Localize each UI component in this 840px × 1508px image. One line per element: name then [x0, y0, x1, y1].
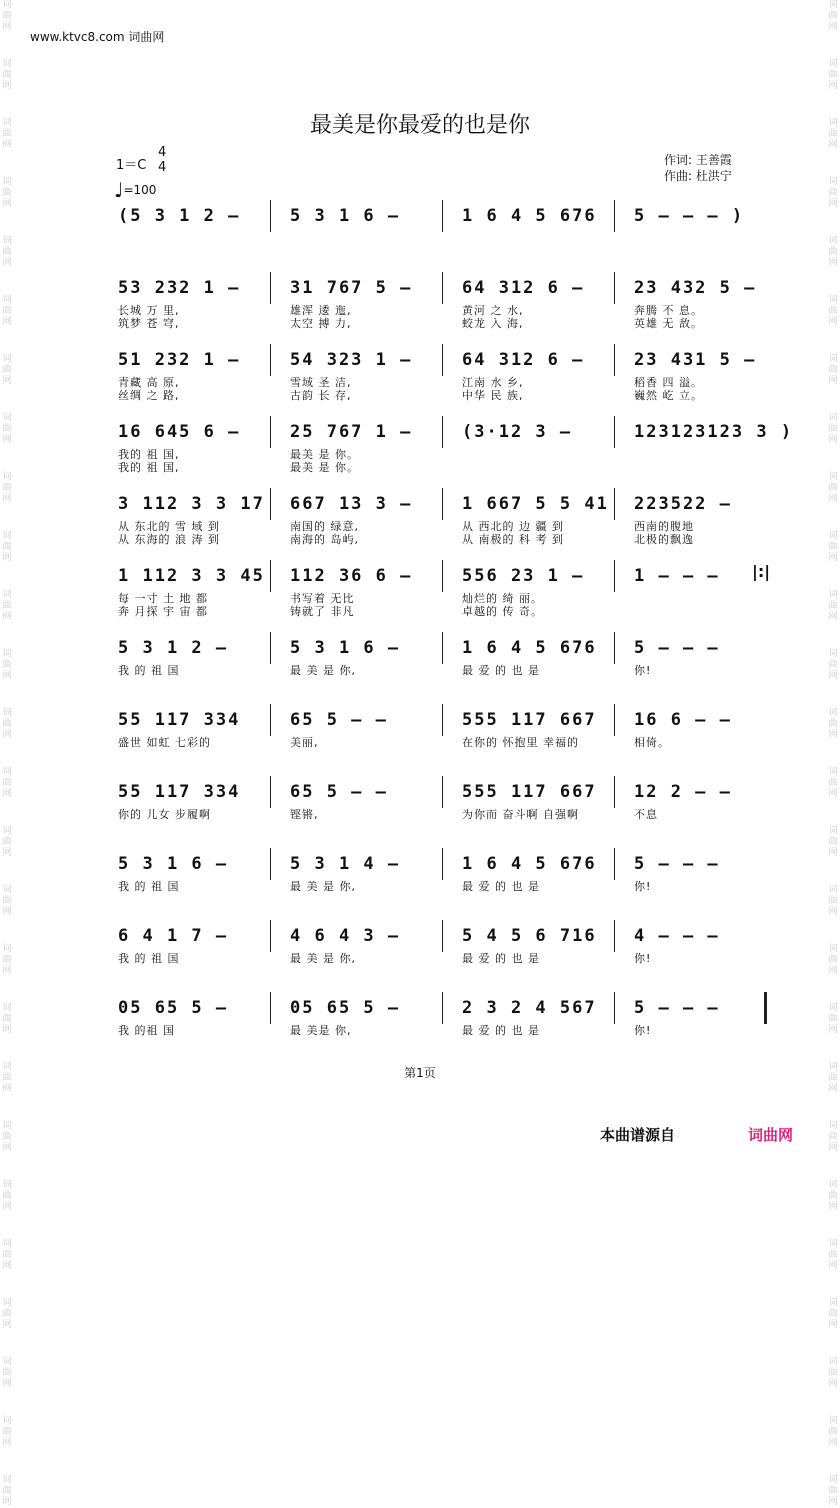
watermark-text: 词曲网 — [2, 767, 12, 799]
measure — [280, 704, 440, 764]
measure-notes: 64 312 6 – — [462, 278, 585, 298]
lyric-verse-1: 你! — [634, 1024, 652, 1037]
watermark-text: 词曲网 — [2, 1416, 12, 1448]
measure — [108, 200, 268, 260]
barline — [270, 416, 271, 448]
measure — [624, 560, 784, 620]
lyric-verse-2: 北极的飘逸 — [634, 533, 694, 546]
measure — [280, 776, 440, 836]
lyric-verse-1: 最 爱 的 也 是 — [462, 1024, 540, 1037]
watermark-text: 词曲网 — [828, 708, 838, 740]
measure — [452, 488, 612, 548]
watermark-text: 词曲网 — [2, 1003, 12, 1035]
measure — [624, 920, 784, 980]
lyric-verse-1: 南国的 绿意, — [290, 520, 359, 533]
lyric-verse-2: 奔 月探 宇 宙 都 — [118, 605, 208, 618]
watermark-text: 词曲网 — [2, 0, 12, 32]
lyric-verse-1: 盛世 如虹 七彩的 — [118, 736, 211, 749]
measure — [452, 704, 612, 764]
lyric-verse-1: 青藏 高 原, — [118, 376, 180, 389]
lyric-verse-1: 雄浑 逶 迤, — [290, 304, 352, 317]
measure-notes: 112 36 6 – — [290, 566, 413, 586]
lyric-verse-1: 书写着 无比 — [290, 592, 355, 605]
watermark-text: 词曲网 — [828, 1180, 838, 1212]
lyric-verse-1: 我 的 祖 国 — [118, 880, 180, 893]
watermark-text: 词曲网 — [828, 1062, 838, 1094]
lyric-verse-2: 中华 民 族, — [462, 389, 524, 402]
watermark-text: 词曲网 — [828, 472, 838, 504]
watermark-text: 词曲网 — [2, 1062, 12, 1094]
measure-notes: 51 232 1 – — [118, 350, 241, 370]
lyric-verse-1: 最 爱 的 也 是 — [462, 880, 540, 893]
measure-notes: 5 3 1 4 – — [290, 854, 401, 874]
watermark-text: 词曲网 — [2, 826, 12, 858]
barline — [614, 560, 615, 592]
lyric-verse-2: 铸就了 非凡 — [290, 605, 355, 618]
measure — [280, 272, 440, 332]
measure-notes: 223522 – — [634, 494, 732, 514]
watermark-text: 词曲网 — [2, 708, 12, 740]
tempo-marking — [114, 178, 156, 202]
measure-notes: 555 117 667 — [462, 710, 597, 730]
measure-notes: 5 3 1 2 – — [118, 638, 229, 658]
lyric-verse-2: 蛟龙 入 海, — [462, 317, 524, 330]
watermark-text: 词曲网 — [828, 944, 838, 976]
measure-notes: 556 23 1 – — [462, 566, 585, 586]
watermark-text: 词曲网 — [828, 767, 838, 799]
lyric-verse-1: 雪域 圣 洁, — [290, 376, 352, 389]
measure — [108, 560, 268, 620]
watermark-text: 词曲网 — [2, 59, 12, 91]
lyric-verse-1: 不息 — [634, 808, 658, 821]
measure-notes: 12 2 – – — [634, 782, 732, 802]
measure-notes: 555 117 667 — [462, 782, 597, 802]
measure-notes: 5 3 1 6 – — [118, 854, 229, 874]
measure-notes: 5 4 5 6 716 — [462, 926, 597, 946]
barline — [270, 344, 271, 376]
lyric-verse-1: 最 美 是 你, — [290, 664, 356, 677]
repeat-sign-icon: |:| — [752, 562, 771, 581]
barline — [614, 200, 615, 232]
barline — [614, 344, 615, 376]
lyricist: 作词: 王善霞 — [664, 153, 732, 167]
measure — [108, 992, 268, 1052]
lyric-verse-1: 江南 水 乡, — [462, 376, 524, 389]
barline — [442, 200, 443, 232]
watermark-text: 词曲网 — [2, 472, 12, 504]
watermark-text: 词曲网 — [2, 295, 12, 327]
watermark-text: 词曲网 — [828, 59, 838, 91]
lyric-verse-1: 我的 祖 国, — [118, 448, 180, 461]
lyric-verse-2: 南海的 岛屿, — [290, 533, 359, 546]
lyric-verse-2: 英雄 无 敌。 — [634, 317, 703, 330]
barline — [270, 920, 271, 952]
barline — [442, 416, 443, 448]
watermark-text: 词曲网 — [828, 118, 838, 150]
barline — [270, 560, 271, 592]
lyric-verse-1: 从 西北的 边 疆 到 — [462, 520, 564, 533]
measure-notes: 1 6 4 5 676 — [462, 854, 597, 874]
watermark-text: 词曲网 — [828, 295, 838, 327]
lyric-verse-1: 最 爱 的 也 是 — [462, 952, 540, 965]
barline — [270, 272, 271, 304]
lyric-verse-1: 你! — [634, 880, 652, 893]
measure — [280, 344, 440, 404]
site-header: www.ktvc8.com 词曲网 — [30, 30, 165, 44]
watermark-text: 词曲网 — [2, 177, 12, 209]
barline — [614, 632, 615, 664]
measure — [108, 920, 268, 980]
lyric-verse-1: 你的 儿女 步履啊 — [118, 808, 211, 821]
measure-notes: 3 112 3 3 17 — [118, 494, 265, 514]
measure-notes: 1 667 5 5 41 — [462, 494, 609, 514]
measure — [452, 848, 612, 908]
time-signature — [158, 145, 166, 175]
lyric-verse-1: 奔腾 不 息。 — [634, 304, 703, 317]
measure — [624, 704, 784, 764]
lyric-verse-2: 从 东海的 浪 涛 到 — [118, 533, 220, 546]
measure-notes: 5 – – – — [634, 854, 720, 874]
measure-notes: 05 65 5 – — [290, 998, 401, 1018]
lyric-verse-1: 从 东北的 雪 域 到 — [118, 520, 220, 533]
measure — [624, 272, 784, 332]
barline — [442, 848, 443, 880]
watermark-text: 词曲网 — [2, 1298, 12, 1330]
watermark-right — [826, 0, 840, 1507]
lyric-verse-2: 筑梦 苍 穹, — [118, 317, 180, 330]
measure-notes: (5 3 1 2 – — [118, 206, 241, 226]
watermark-text: 词曲网 — [2, 236, 12, 268]
measure — [452, 776, 612, 836]
watermark-text: 词曲网 — [2, 885, 12, 917]
watermark-text: 词曲网 — [828, 649, 838, 681]
measure — [108, 632, 268, 692]
lyric-verse-1: 为你而 奋斗啊 自强啊 — [462, 808, 579, 821]
watermark-text: 词曲网 — [2, 531, 12, 563]
quarter-note-icon: ♩ — [114, 178, 124, 202]
measure — [108, 272, 268, 332]
page-number: 第1页 — [404, 1066, 436, 1080]
lyric-verse-1: 长城 万 里, — [118, 304, 180, 317]
measure-notes: 53 232 1 – — [118, 278, 241, 298]
barline — [442, 776, 443, 808]
measure-notes: 23 432 5 – — [634, 278, 757, 298]
measure-notes: 65 5 – – — [290, 710, 388, 730]
watermark-text: 词曲网 — [2, 649, 12, 681]
measure — [452, 200, 612, 260]
barline — [270, 488, 271, 520]
watermark-text: 词曲网 — [828, 1298, 838, 1330]
watermark-text: 词曲网 — [828, 1475, 838, 1507]
measure-notes: 5 3 1 6 – — [290, 638, 401, 658]
composer: 作曲: 杜洪宁 — [664, 169, 732, 183]
barline — [270, 776, 271, 808]
measure-notes: 667 13 3 – — [290, 494, 413, 514]
lyric-verse-2: 太空 搏 力, — [290, 317, 352, 330]
measure — [624, 776, 784, 836]
lyric-verse-1: 铿锵, — [290, 808, 319, 821]
measure-notes: 05 65 5 – — [118, 998, 229, 1018]
measure-notes: 16 6 – – — [634, 710, 732, 730]
measure-notes: (3·12 3 – — [462, 422, 573, 442]
barline — [614, 776, 615, 808]
measure — [280, 920, 440, 980]
measure-notes: 1 – – – — [634, 566, 720, 586]
watermark-text: 词曲网 — [828, 1416, 838, 1448]
credits — [664, 152, 732, 184]
lyric-verse-1: 在你的 怀抱里 幸福的 — [462, 736, 579, 749]
lyric-verse-1: 我 的 祖 国 — [118, 952, 180, 965]
barline — [442, 632, 443, 664]
barline — [270, 704, 271, 736]
watermark-text: 词曲网 — [2, 590, 12, 622]
measure-notes: 55 117 334 — [118, 782, 241, 802]
measure — [452, 560, 612, 620]
measure — [624, 632, 784, 692]
measure — [108, 416, 268, 476]
measure — [624, 488, 784, 548]
watermark-text: 词曲网 — [2, 944, 12, 976]
measure-notes: 5 – – – — [634, 638, 720, 658]
barline — [614, 920, 615, 952]
watermark-text: 词曲网 — [2, 1357, 12, 1389]
watermark-text: 词曲网 — [828, 354, 838, 386]
barline — [614, 704, 615, 736]
measure-notes: 16 645 6 – — [118, 422, 241, 442]
measure — [280, 416, 440, 476]
brand-label: 词曲网 — [748, 1126, 794, 1144]
measure — [280, 848, 440, 908]
lyric-verse-1: 我 的祖 国 — [118, 1024, 175, 1037]
lyric-verse-1: 你! — [634, 952, 652, 965]
measure — [108, 344, 268, 404]
barline — [442, 920, 443, 952]
measure — [624, 200, 784, 260]
lyric-verse-1: 西南的腹地 — [634, 520, 694, 533]
barline — [442, 992, 443, 1024]
lyric-verse-1: 灿烂的 绮 丽。 — [462, 592, 543, 605]
measure-notes: 123123123 3 ) — [634, 422, 794, 442]
source-label: 本曲谱源自 — [600, 1126, 676, 1144]
watermark-text: 词曲网 — [828, 177, 838, 209]
lyric-verse-2: 古韵 长 存, — [290, 389, 352, 402]
lyric-verse-2: 巍然 屹 立。 — [634, 389, 703, 402]
measure-notes: 55 117 334 — [118, 710, 241, 730]
time-signature-top: 4 — [158, 145, 167, 160]
measure — [280, 200, 440, 260]
measure — [108, 848, 268, 908]
barline — [270, 992, 271, 1024]
measure — [280, 992, 440, 1052]
measure — [280, 632, 440, 692]
measure — [452, 416, 612, 476]
lyric-verse-1: 最美 是 你。 — [290, 448, 359, 461]
watermark-text: 词曲网 — [2, 413, 12, 445]
time-signature-bottom: 4 — [158, 160, 167, 175]
measure-notes: 64 312 6 – — [462, 350, 585, 370]
lyric-verse-2: 卓越的 传 奇。 — [462, 605, 543, 618]
measure — [108, 488, 268, 548]
measure — [624, 992, 784, 1052]
measure — [452, 272, 612, 332]
watermark-text: 词曲网 — [828, 1357, 838, 1389]
watermark-text: 词曲网 — [828, 531, 838, 563]
barline — [442, 272, 443, 304]
measure — [624, 416, 794, 476]
barline — [442, 488, 443, 520]
barline — [270, 200, 271, 232]
lyric-verse-2: 我的 祖 国, — [118, 461, 180, 474]
watermark-text: 词曲网 — [828, 236, 838, 268]
watermark-text: 词曲网 — [828, 885, 838, 917]
measure — [624, 344, 784, 404]
measure — [108, 704, 268, 764]
watermark-text: 词曲网 — [828, 826, 838, 858]
barline — [614, 416, 615, 448]
measure — [280, 560, 440, 620]
watermark-left — [0, 0, 14, 1507]
lyric-verse-1: 最 美 是 你, — [290, 880, 356, 893]
watermark-text: 词曲网 — [828, 1121, 838, 1153]
measure-notes: 65 5 – – — [290, 782, 388, 802]
measure-notes: 2 3 2 4 567 — [462, 998, 597, 1018]
watermark-text: 词曲网 — [828, 1239, 838, 1271]
lyric-verse-1: 你! — [634, 664, 652, 677]
measure-notes: 1 112 3 3 45 — [118, 566, 265, 586]
lyric-verse-2: 最美 是 你。 — [290, 461, 359, 474]
tempo-value: =100 — [123, 183, 157, 197]
barline — [442, 344, 443, 376]
measure-notes: 31 767 5 – — [290, 278, 413, 298]
measure-notes: 25 767 1 – — [290, 422, 413, 442]
measure-notes: 6 4 1 7 – — [118, 926, 229, 946]
watermark-text: 词曲网 — [2, 1239, 12, 1271]
measure — [452, 344, 612, 404]
measure-notes: 1 6 4 5 676 — [462, 206, 597, 226]
song-title: 最美是你最爱的也是你 — [309, 113, 530, 138]
barline — [442, 704, 443, 736]
watermark-text: 词曲网 — [828, 1003, 838, 1035]
watermark-text: 词曲网 — [2, 118, 12, 150]
watermark-text: 词曲网 — [828, 590, 838, 622]
measure — [108, 776, 268, 836]
measure — [280, 488, 440, 548]
measure — [452, 920, 612, 980]
measure-notes: 5 – – – — [634, 998, 720, 1018]
lyric-verse-1: 稻香 四 溢。 — [634, 376, 703, 389]
barline — [614, 488, 615, 520]
measure — [452, 632, 612, 692]
measure-notes: 5 – – – ) — [634, 206, 745, 226]
measure-notes: 4 – – – — [634, 926, 720, 946]
barline — [270, 848, 271, 880]
key-signature: 1＝C — [116, 158, 147, 173]
measure-notes: 5 3 1 6 – — [290, 206, 401, 226]
barline — [614, 272, 615, 304]
lyric-verse-1: 每 一寸 土 地 都 — [118, 592, 208, 605]
lyric-verse-1: 最 美 是 你, — [290, 952, 356, 965]
measure-notes: 54 323 1 – — [290, 350, 413, 370]
measure — [624, 848, 784, 908]
lyric-verse-2: 丝绸 之 路, — [118, 389, 180, 402]
measure-notes: 4 6 4 3 – — [290, 926, 401, 946]
measure-notes: 23 431 5 – — [634, 350, 757, 370]
lyric-verse-1: 黄河 之 水, — [462, 304, 524, 317]
lyric-verse-1: 最 爱 的 也 是 — [462, 664, 540, 677]
watermark-text: 词曲网 — [2, 1180, 12, 1212]
lyric-verse-1: 相倚。 — [634, 736, 670, 749]
watermark-text: 词曲网 — [2, 1475, 12, 1507]
barline — [614, 992, 615, 1024]
watermark-text: 词曲网 — [2, 354, 12, 386]
barline — [614, 848, 615, 880]
lyric-verse-2: 从 南极的 科 考 到 — [462, 533, 564, 546]
barline — [270, 632, 271, 664]
barline — [442, 560, 443, 592]
measure-notes: 1 6 4 5 676 — [462, 638, 597, 658]
lyric-verse-1: 我 的 祖 国 — [118, 664, 180, 677]
lyric-verse-1: 最 美是 你, — [290, 1024, 352, 1037]
watermark-text: 词曲网 — [2, 1121, 12, 1153]
lyric-verse-1: 美丽, — [290, 736, 319, 749]
watermark-text: 词曲网 — [828, 0, 838, 32]
measure — [452, 992, 612, 1052]
watermark-text: 词曲网 — [828, 413, 838, 445]
